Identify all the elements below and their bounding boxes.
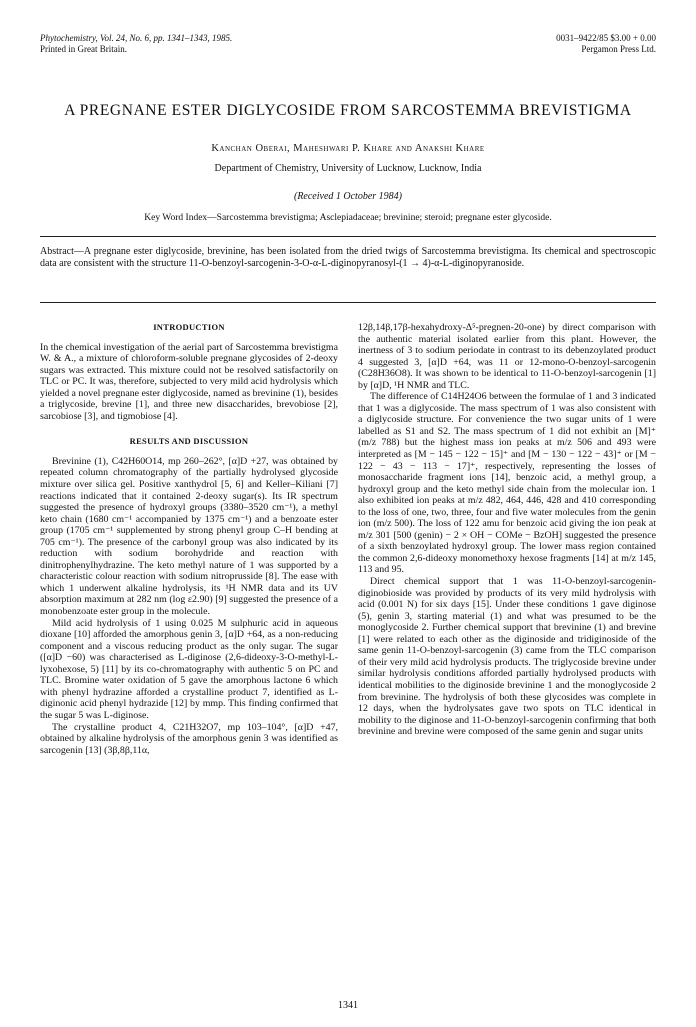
results-paragraph-1: Brevinine (1), C42H60O14, mp 260–262°, [α]D +27, was obtained by repeated column chromatography of the partially hydrolysed glycoside mixture over silica gel. Positive xanthydrol [5, 6] and Keller–Kiliani [7] reactions indicated that it contained 2-deoxy sugar(s). Its IR spectrum suggested the presence of hydroxyl groups (3380–3520 cm⁻¹), a methyl keto chain (1680 cm⁻¹ accompanied by 1375 cm⁻¹) and a benzoate ester group (1705 cm⁻¹ supplemented by strong phenyl group C–H bending at 705 cm⁻¹). The presence of the carbonyl group was also indicated by its reduction with sodium borohydride and reaction with dinitrophenylhydrazine. The keto methyl nature of 1 was supported by a characteristic colour reaction with sodium nitroprusside [8]. The ease with which 1 underwent alkaline hydrolysis, its ¹H NMR data and its UV absorption maximum at 282 nm (log ε2.90) [9] suggested the presence of a monobenzoate ester group in the molecule.	[40, 455, 338, 618]
results-paragraph-2: Mild acid hydrolysis of 1 using 0.025 M sulphuric acid in aqueous dioxane [10] afforded the amorphous genin 3, [α]D +64, as a non-reducing component and a viscous reducing product as the only sugar. The sugar ([α]D −60) was characterised as L-diginose (2,6-dideoxy-3-O-methyl-L-lyxohexose, 5) [11] by its co-chromatography with authentic 5 on PC and TLC. Bromine water oxidation of 5 gave the amorphous lactone 6 which with phenyl hydrazine afforded a crystalline product 7, identified as L-diginonic acid phenyl hydrazide [12] by mmp. This finding confirmed that the sugar 5 was L-diginose.	[40, 617, 338, 721]
divider-bottom	[40, 302, 656, 303]
right-paragraph-3: Direct chemical support that 1 was 11-O-benzoyl-sarcogenin-diginobioside was provided by products of its very mild hydrolysis with acid (0.001 N) for six days [15]. Under these conditions 1 gave diginose (5), genin 3, starting material (1) and what was presumed to be the monoglycoside 2. Further chemical support that brevinine (1) and brevine [1] were related to each other as the diginoside and tridiginoside of the same genin 11-O-benzoyl-sarcogenin (3) came from the TLC comparison of their very mild acid hydrolysis products. The triglycoside brevine under similar hydrolysis conditions afforded partially hydrolysed products with identical mobilities to the diginoside brevinine 1 and the monoglycoside 2 from brevinine. The hydrolysis of both these glycosides was complete in 12 days, when the hydrolysates gave two spots on TLC identical in mobility to the diginose and 11-O-benzoyl-sarcogenin confirming that both brevinine and brevine were composed of the same genin and sugar units	[358, 576, 656, 738]
abstract: Abstract—A pregnane ester diglycoside, brevinine, has been isolated from the dried twigs of Sarcostemma brevistigma. Its chemical and spectroscopic data are consistent with the structure 11-O-benzoyl-sarcogenin-3-O-α-L-diginopyranosyl-(1 → 4)-α-L-diginopyranoside.	[40, 246, 656, 270]
heading-introduction: INTRODUCTION	[153, 322, 225, 332]
received-date: (Received 1 October 1984)	[293, 191, 402, 202]
journal-reference: Phytochemistry, Vol. 24, No. 6, pp. 1341–1343, 1985.	[40, 33, 233, 43]
divider-top	[40, 236, 656, 237]
affiliation: Department of Chemistry, University of Lucknow, Lucknow, India	[214, 163, 482, 174]
right-paragraph-2: The difference of C14H24O6 between the formulae of 1 and 3 indicated that 1 was a diglycoside. The mass spectrum of 1 was also consistent with a diglycoside structure. For convenience the two sugar units of 1 were labelled as S1 and S2. The mass spectrum of 1 did not exhibit an [M]⁺ (m/z 788) but the highest mass ion peaks at m/z 506 and 493 were interpreted as [M − 145 − 122 − 15]⁺ and [M − 130 − 122 − 43]⁺ or [M − 122 − 43 − 113 − 17]⁺, respectively, representing the losses of monosaccharide fragment ions [14], benzoic acid, a methyl group, a hydroxyl group and the keto methyl side chain from the molecular ion. 1 also exhibited ion peaks at m/z 482, 464, 446, 428 and 410 corresponding to the loss of one, two, three, four and five water molecules from the genin ion (m/z 500). The loss of 122 amu for benzoic acid giving the ion peak at m/z 301 [500 (genin) − 2 × OH − COMe − BzOH] suggested the presence of a sixth benzoylated hydroxyl group. The lower mass region contained the common 2,6-dideoxy monomethoxy hexose fragments [14] at m/z 145, 113 and 95.	[358, 391, 656, 576]
printed-in: Printed in Great Britain.	[40, 44, 127, 54]
right-paragraph-1: 12β,14β,17β-hexahydroxy-Δ⁵-pregnen-20-one) by direct comparison with the authentic material isolated earlier from this plant. However, the inertness of 3 to sodium periodate in contrast to its debenzoylated product 4 suggested 3, [α]D +64, was 11 or 12-mono-O-benzoyl-sarcogenin (C28H36O8). It was shown to be identical to 11-O-benzoyl-sarcogenin [1] by [α]D, ¹H NMR and TLC.	[358, 322, 656, 391]
article-title: A PREGNANE ESTER DIGLYCOSIDE FROM SARCOSTEMMA BREVISTIGMA	[64, 102, 632, 119]
journal-citation	[40, 33, 232, 55]
keyword-index: Key Word Index—Sarcostemma brevistigma; Asclepiadaceae; brevinine; steroid; pregnane ester glycoside.	[144, 213, 552, 223]
left-column	[40, 322, 338, 756]
intro-paragraph: In the chemical investigation of the aerial part of Sarcostemma brevistigma W. & A., a mixture of chloroform-soluble pregnane glycosides of 2-deoxy sugars was extracted. This mixture could not be resolved satisfactorily on TLC or PC. It was, therefore, subjected to very mild acid hydrolysis which yielded a novel pregnane ester diglycoside, named as brevinine (1), besides a triglycoside, brevine [1], and three new disaccharides, brevobiose [2], sarcobiose [3], and tigmobiose [4].	[40, 341, 338, 422]
heading-results: RESULTS AND DISCUSSION	[129, 436, 249, 447]
right-column	[358, 322, 656, 738]
results-paragraph-3: The crystalline product 4, C21H32O7, mp 103–104°, [α]D +47, obtained by alkaline hydrolysis of the amorphous genin 3 was identified as sarcogenin [13] (3β,8β,11α,	[40, 721, 338, 756]
page-number: 1341	[338, 1000, 358, 1011]
article-authors: Kanchan Oberai, Maheshwari P. Khare and Anakshi Khare	[211, 143, 485, 154]
publisher-block	[556, 33, 656, 55]
publisher-name: Pergamon Press Ltd.	[581, 44, 656, 54]
issn-code: 0031–9422/85 $3.00 + 0.00	[556, 33, 656, 43]
